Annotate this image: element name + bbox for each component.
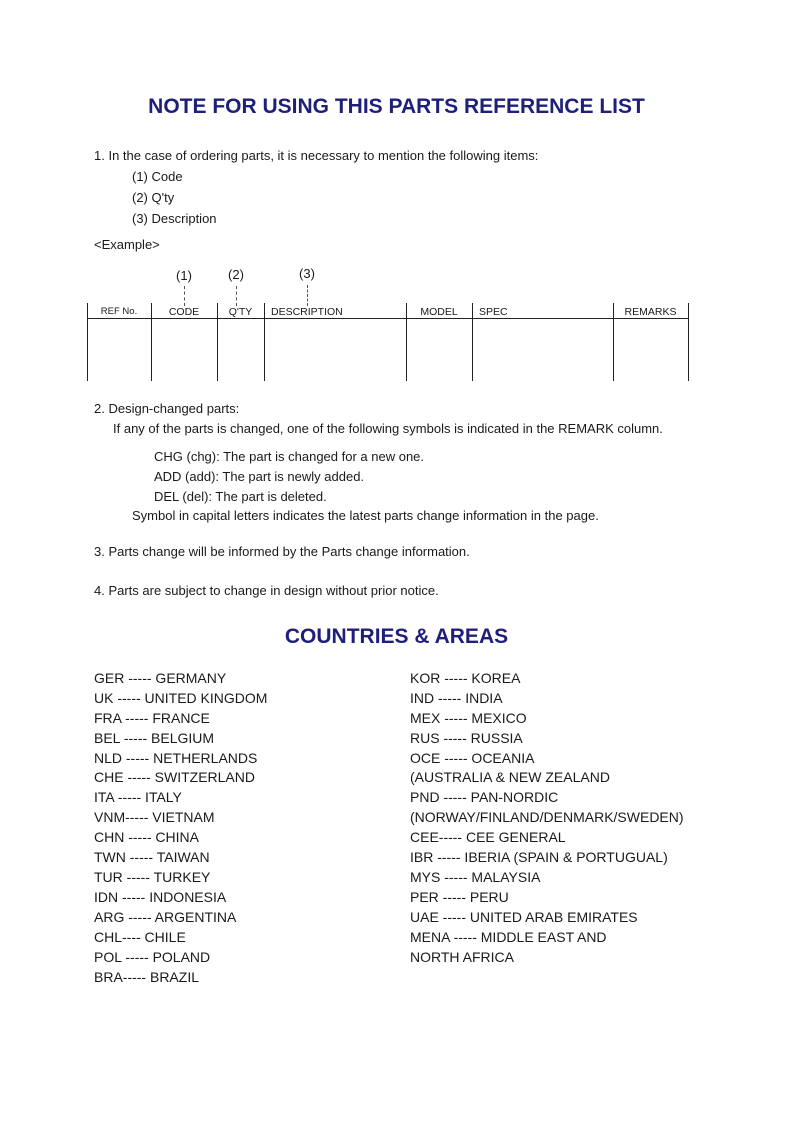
country-item: UK ----- UNITED KINGDOM xyxy=(94,690,268,706)
country-item: PER ----- PERU xyxy=(410,889,509,905)
country-item: (NORWAY/FINLAND/DENMARK/SWEDEN) xyxy=(410,809,684,825)
symbol-add: ADD (add): The part is newly added. xyxy=(154,469,365,484)
country-item: ITA ----- ITALY xyxy=(94,789,182,805)
symbol-chg: CHG (chg): The part is changed for a new one. xyxy=(154,449,425,464)
marker-code: (1) xyxy=(176,268,192,283)
example-label: <Example> xyxy=(94,237,160,252)
note-1-item-code: (1) Code xyxy=(132,169,183,184)
table-column-divider xyxy=(472,303,473,381)
country-item: FRA ----- FRANCE xyxy=(94,710,210,726)
header-description: DESCRIPTION xyxy=(271,306,343,318)
symbol-del: DEL (del): The part is deleted. xyxy=(154,489,327,504)
country-item: UAE ----- UNITED ARAB EMIRATES xyxy=(410,909,638,925)
marker-description: (3) xyxy=(299,266,315,281)
country-item: TWN ----- TAIWAN xyxy=(94,849,210,865)
country-item: KOR ----- KOREA xyxy=(410,670,521,686)
table-column-divider xyxy=(264,303,265,381)
note-3: 3. Parts change will be informed by the Parts change information. xyxy=(94,544,470,559)
country-item: BEL ----- BELGIUM xyxy=(94,730,215,746)
table-border xyxy=(688,303,689,381)
country-item: RUS ----- RUSSIA xyxy=(410,730,523,746)
country-item: ARG ----- ARGENTINA xyxy=(94,909,237,925)
country-item: MYS ----- MALAYSIA xyxy=(410,869,541,885)
note-2-footer: Symbol in capital letters indicates the latest parts change information in the page. xyxy=(132,508,599,523)
note-1-item-qty: (2) Q'ty xyxy=(132,190,175,205)
header-qty: Q'TY xyxy=(228,306,253,318)
header-ref-no: REF No. xyxy=(100,306,138,317)
country-item: MENA ----- MIDDLE EAST AND xyxy=(410,929,607,945)
marker-qty: (2) xyxy=(228,267,244,282)
country-item: OCE ----- OCEANIA xyxy=(410,750,535,766)
country-item: TUR ----- TURKEY xyxy=(94,869,211,885)
country-item: NORTH AFRICA xyxy=(410,949,514,965)
country-item: CEE----- CEE GENERAL xyxy=(410,829,566,845)
header-code: CODE xyxy=(168,306,200,318)
note-2-text: If any of the parts is changed, one of the following symbols is indicated in the REMARK column. xyxy=(113,421,663,436)
country-item: BRA----- BRAZIL xyxy=(94,969,199,985)
note-4: 4. Parts are subject to change in design without prior notice. xyxy=(94,583,439,598)
country-item: NLD ----- NETHERLANDS xyxy=(94,750,258,766)
header-spec: SPEC xyxy=(479,306,508,318)
note-2-heading: 2. Design-changed parts: xyxy=(94,401,240,416)
country-item: CHE ----- SWITZERLAND xyxy=(94,769,255,785)
table-header-rule xyxy=(87,318,689,319)
country-item: CHL---- CHILE xyxy=(94,929,186,945)
country-item: MEX ----- MEXICO xyxy=(410,710,527,726)
example-table xyxy=(87,303,689,381)
note-1-item-description: (3) Description xyxy=(132,211,217,226)
country-item: POL ----- POLAND xyxy=(94,949,211,965)
country-item: VNM----- VIETNAM xyxy=(94,809,215,825)
country-item: IBR ----- IBERIA (SPAIN & PORTUGUAL) xyxy=(410,849,668,865)
country-item: IDN ----- INDONESIA xyxy=(94,889,227,905)
page-title: NOTE FOR USING THIS PARTS REFERENCE LIST xyxy=(148,95,645,118)
country-item: (AUSTRALIA & NEW ZEALAND xyxy=(410,769,610,785)
header-remarks: REMARKS xyxy=(624,306,677,318)
note-1-text: 1. In the case of ordering parts, it is necessary to mention the following items: xyxy=(94,148,539,163)
country-item: IND ----- INDIA xyxy=(410,690,503,706)
country-item: PND ----- PAN-NORDIC xyxy=(410,789,559,805)
countries-title: COUNTRIES & AREAS xyxy=(284,625,509,648)
country-item: GER ----- GERMANY xyxy=(94,670,227,686)
country-item: CHN ----- CHINA xyxy=(94,829,199,845)
header-model: MODEL xyxy=(420,306,458,318)
